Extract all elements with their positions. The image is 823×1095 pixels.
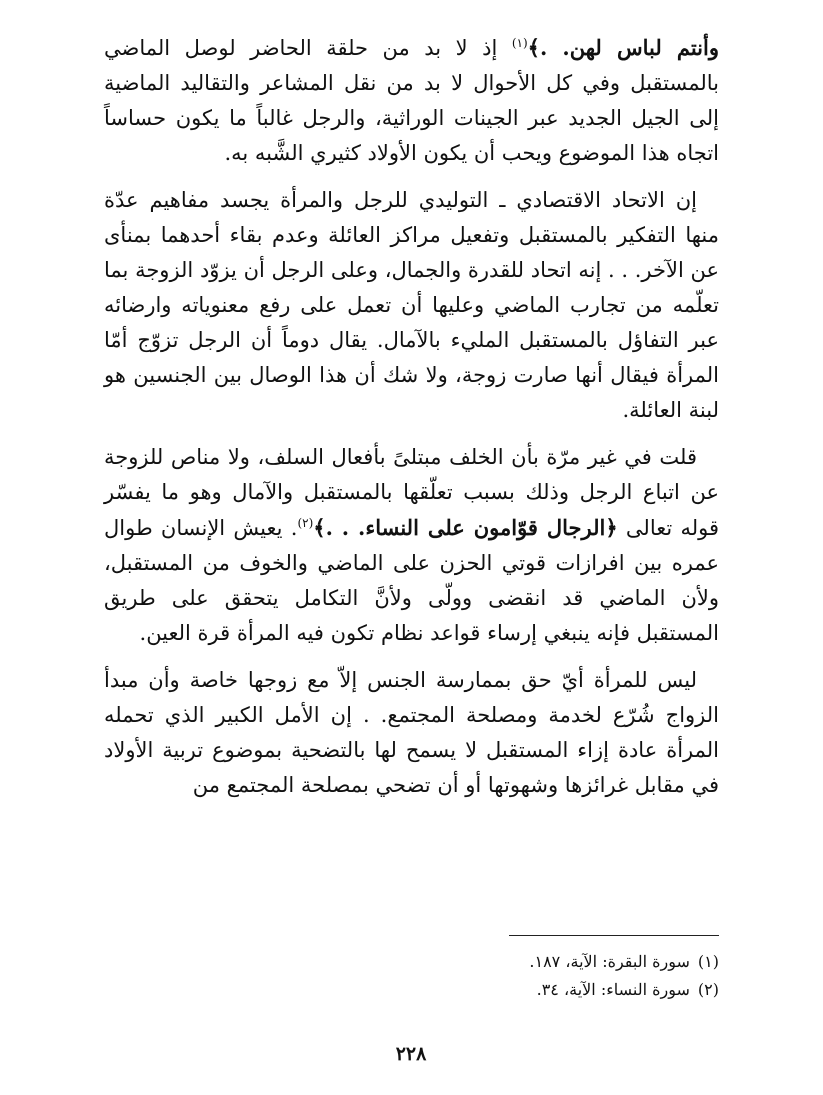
footnote-1 — [404, 948, 719, 976]
quran-quote: ﴿الرجال قوّامون على النساء. . .﴾ — [313, 515, 618, 540]
footnote-ref-1[interactable]: (١) — [511, 36, 528, 50]
footnote-text: سورة النساء: الآية، ٣٤. — [536, 980, 690, 999]
footnote-divider — [509, 935, 719, 936]
paragraph-3-text-before: قلت في غير مرّة بأن الخلف مبتلىً بأفعال السلف، ولا مناص للزوجة عن اتباع الرجل وذلك بسبب تعلّقها بالمستقبل والآمال وهو ما يفسّر قوله تعالى — [104, 445, 720, 540]
footnotes — [404, 948, 719, 1004]
main-text — [104, 30, 719, 815]
paragraph-4: ليس للمرأة أيّ حق بممارسة الجنس إلاّ مع زوجها خاصة وأن مبدأ الزواج شُرّع لخدمة ومصلحة المجتمع. . إن الأمل الكبير الذي تحمله المرأة عادة إزاء المستقبل لا يسمح لها بالتضحية بموضوع تربية الأولاد في مقابل غرائزها وشهوتها أو أن تضحي بمصلحة المجتمع من — [104, 668, 719, 797]
footnote-2 — [404, 976, 719, 1004]
paragraph-3 — [104, 440, 719, 651]
footnote-number: (١) — [697, 952, 719, 971]
quran-quote: وأنتم لباس لهن. .﴾ — [527, 35, 719, 60]
paragraph-3-text-after: . يعيش الإنسان طوال عمره بين افرازات قوتي الحزن على الماضي والخوف من المستقبل، ولأن الماضي قد انقضى وولّى ولأنَّ التكامل يتحقق على طريق المستقبل فإنه ينبغي إرساء قواعد نظام تكون فيه المرأة قرة العين. — [104, 516, 719, 645]
footnote-ref-2[interactable]: (٢) — [297, 516, 314, 530]
paragraph-1 — [104, 30, 719, 171]
footnote-text: سورة البقرة: الآية، ١٨٧. — [529, 952, 690, 971]
paragraph-1-text: إذ لا بد من حلقة الحاضر لوصل الماضي بالمستقبل وفي كل الأحوال لا بد من نقل المشاعر والتقاليد الماضية إلى الجيل الجديد عبر الجينات الوراثية، والرجل غالباً ما يكون حساساً اتجاه هذا الموضوع ويحب أن يكون الأولاد كثيري الشَّبه به. — [104, 36, 719, 165]
paragraph-2: إن الاتحاد الاقتصادي ـ التوليدي للرجل والمرأة يجسد مفاهيم عدّة منها التفكير بالمستقبل وتفعيل مراكز العائلة وعدم بقاء أحدهما بمنأى عن الآخر. . . إنه اتحاد للقدرة والجمال، وعلى الرجل أن يزوّد الزوجة بما تعلّمه من تجارب الماضي وعليها أن تعمل على رفع معنوياته وارضائه عبر التفاؤل بالمستقبل المليء بالآمال. يقال دوماً أن الرجل تزوّج أمّا المرأة فيقال أنها صارت زوجة، ولا شك أن هذا الوصال بين الجنسين هو لبنة العائلة. — [104, 188, 719, 422]
page-number: ٢٢٨ — [395, 1043, 427, 1065]
footnote-number: (٢) — [697, 980, 719, 999]
